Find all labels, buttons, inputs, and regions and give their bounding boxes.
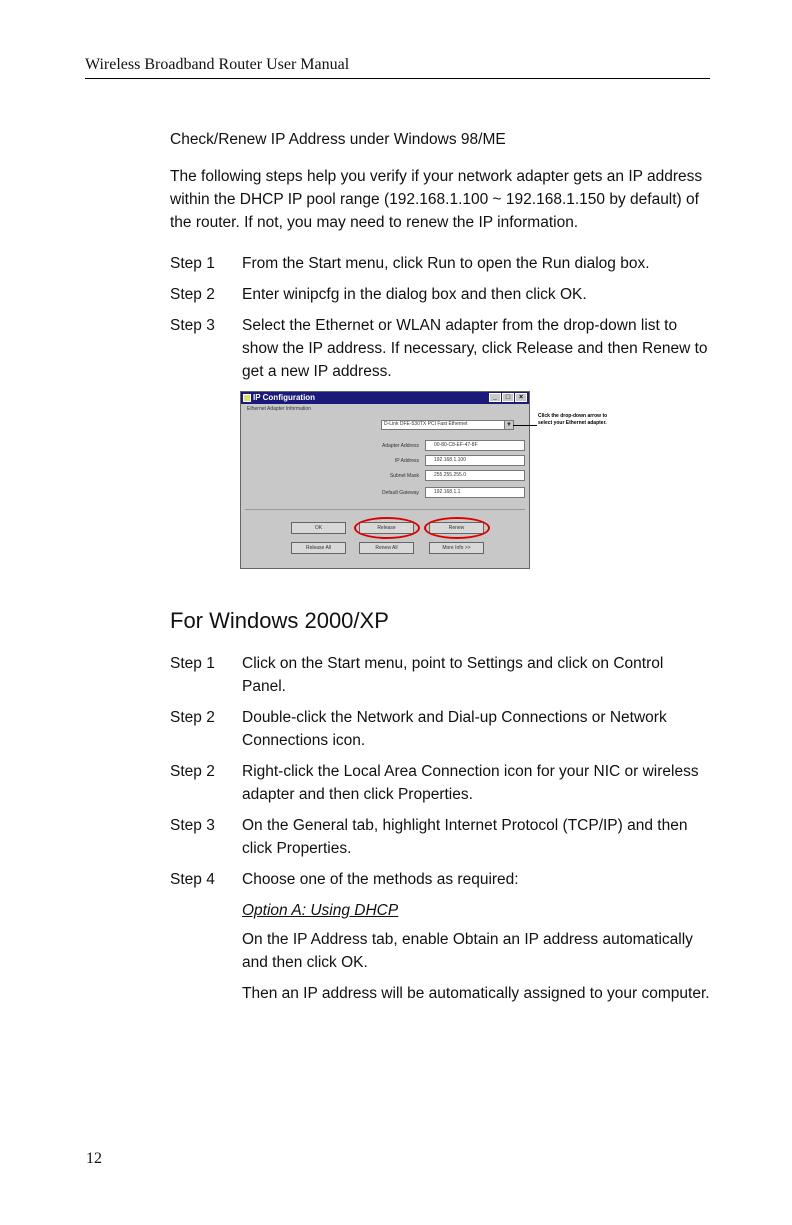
step-text: Right-click the Local Area Connection icon for your NIC or wireless adapter and then click Properties. (242, 763, 699, 803)
step-item (170, 814, 710, 860)
step-item (170, 706, 710, 752)
field-value: 192.168.1.100 (425, 455, 525, 466)
running-header: Wireless Broadband Router User Manual (85, 56, 710, 79)
titlebar-buttons (489, 393, 527, 402)
step-text: From the Start menu, click Run to open the Run dialog box. (242, 255, 650, 272)
option-paragraph: On the IP Address tab, enable Obtain an IP address automatically and then click OK. (242, 931, 693, 971)
divider (245, 509, 525, 510)
chevron-down-icon[interactable]: ▼ (504, 421, 513, 429)
group-label: Ethernet Adapter Information (247, 406, 311, 412)
step-item (170, 760, 710, 806)
step-item (170, 283, 710, 306)
adapter-select-value: D-Link DFE-530TX PCI Fast Ethernet (384, 421, 468, 427)
field-value: 00-80-C8-EF-47-8F (425, 440, 525, 451)
intro-paragraph: The following steps help you verify if your network adapter gets an IP address within the DHCP IP pool range (192.168.1.100 ~ 192.168.1.150 by default) of the router. If not, you may need to renew the IP information. (170, 168, 703, 231)
step-label: Step 2 (170, 763, 215, 780)
field-value: 192.168.1.1 (425, 487, 525, 498)
step-item (170, 652, 710, 698)
step-label: Step 3 (170, 817, 215, 834)
step-text: Enter winipcfg in the dialog box and then click OK. (242, 286, 587, 303)
step-item (170, 314, 710, 383)
renew-highlight-ellipse (424, 517, 490, 539)
step-label: Step 1 (170, 255, 215, 272)
step-item (170, 868, 710, 891)
field-label: Default Gateway (382, 490, 419, 496)
field-row (281, 440, 531, 452)
ok-button[interactable]: OK (291, 522, 346, 534)
step-text: Click on the Start menu, point to Settings and click on Control Panel. (242, 655, 664, 695)
release-all-button[interactable]: Release All (291, 542, 346, 554)
step-label: Step 3 (170, 317, 215, 334)
field-label: Subnet Mask (389, 473, 419, 479)
ip-config-dialog (240, 391, 530, 569)
step-text: Choose one of the methods as required: (242, 871, 519, 888)
renew-button[interactable]: Renew (429, 522, 484, 534)
adapter-select[interactable] (381, 420, 514, 430)
step-label: Step 2 (170, 709, 215, 726)
renew-all-button[interactable]: Renew All (359, 542, 414, 554)
step-label: Step 1 (170, 655, 215, 672)
dialog-titlebar (241, 392, 529, 404)
dialog-title: IP Configuration (253, 393, 316, 402)
release-button[interactable]: Release (359, 522, 414, 534)
page-content (170, 128, 710, 1013)
section-title: For Windows 2000/XP (170, 608, 389, 633)
field-row (281, 470, 531, 482)
field-label: IP Address (394, 458, 419, 464)
ip-config-figure (240, 391, 620, 569)
callout-pointer (513, 425, 537, 426)
minimize-icon[interactable]: _ (489, 393, 501, 402)
field-row (281, 455, 531, 467)
network-icon (243, 394, 251, 402)
field-label: Adapter Address (382, 443, 419, 449)
step-text: On the General tab, highlight Internet Protocol (TCP/IP) and then click Properties. (242, 817, 688, 857)
step-label: Step 4 (170, 871, 215, 888)
field-row (281, 487, 531, 499)
step-text: Select the Ethernet or WLAN adapter from the drop-down list to show the IP address. If necessary, click Release and then Renew to get a new IP address. (242, 317, 708, 380)
section-title: Check/Renew IP Address under Windows 98/ME (170, 131, 506, 148)
field-value: 255.255.255.0 (425, 470, 525, 481)
page-number: 12 (86, 1150, 102, 1167)
close-icon[interactable]: × (515, 393, 527, 402)
more-info-button[interactable]: More Info >> (429, 542, 484, 554)
step-text: Double-click the Network and Dial-up Connections or Network Connections icon. (242, 709, 667, 749)
callout-text: Click the drop-down arrow to select your Ethernet adapter. (538, 413, 608, 426)
step-label: Step 2 (170, 286, 215, 303)
option-paragraph: Then an IP address will be automatically assigned to your computer. (242, 985, 710, 1002)
step-item (170, 252, 710, 275)
maximize-icon[interactable]: □ (502, 393, 514, 402)
release-highlight-ellipse (354, 517, 420, 539)
option-title: Option A: Using DHCP (242, 902, 399, 919)
